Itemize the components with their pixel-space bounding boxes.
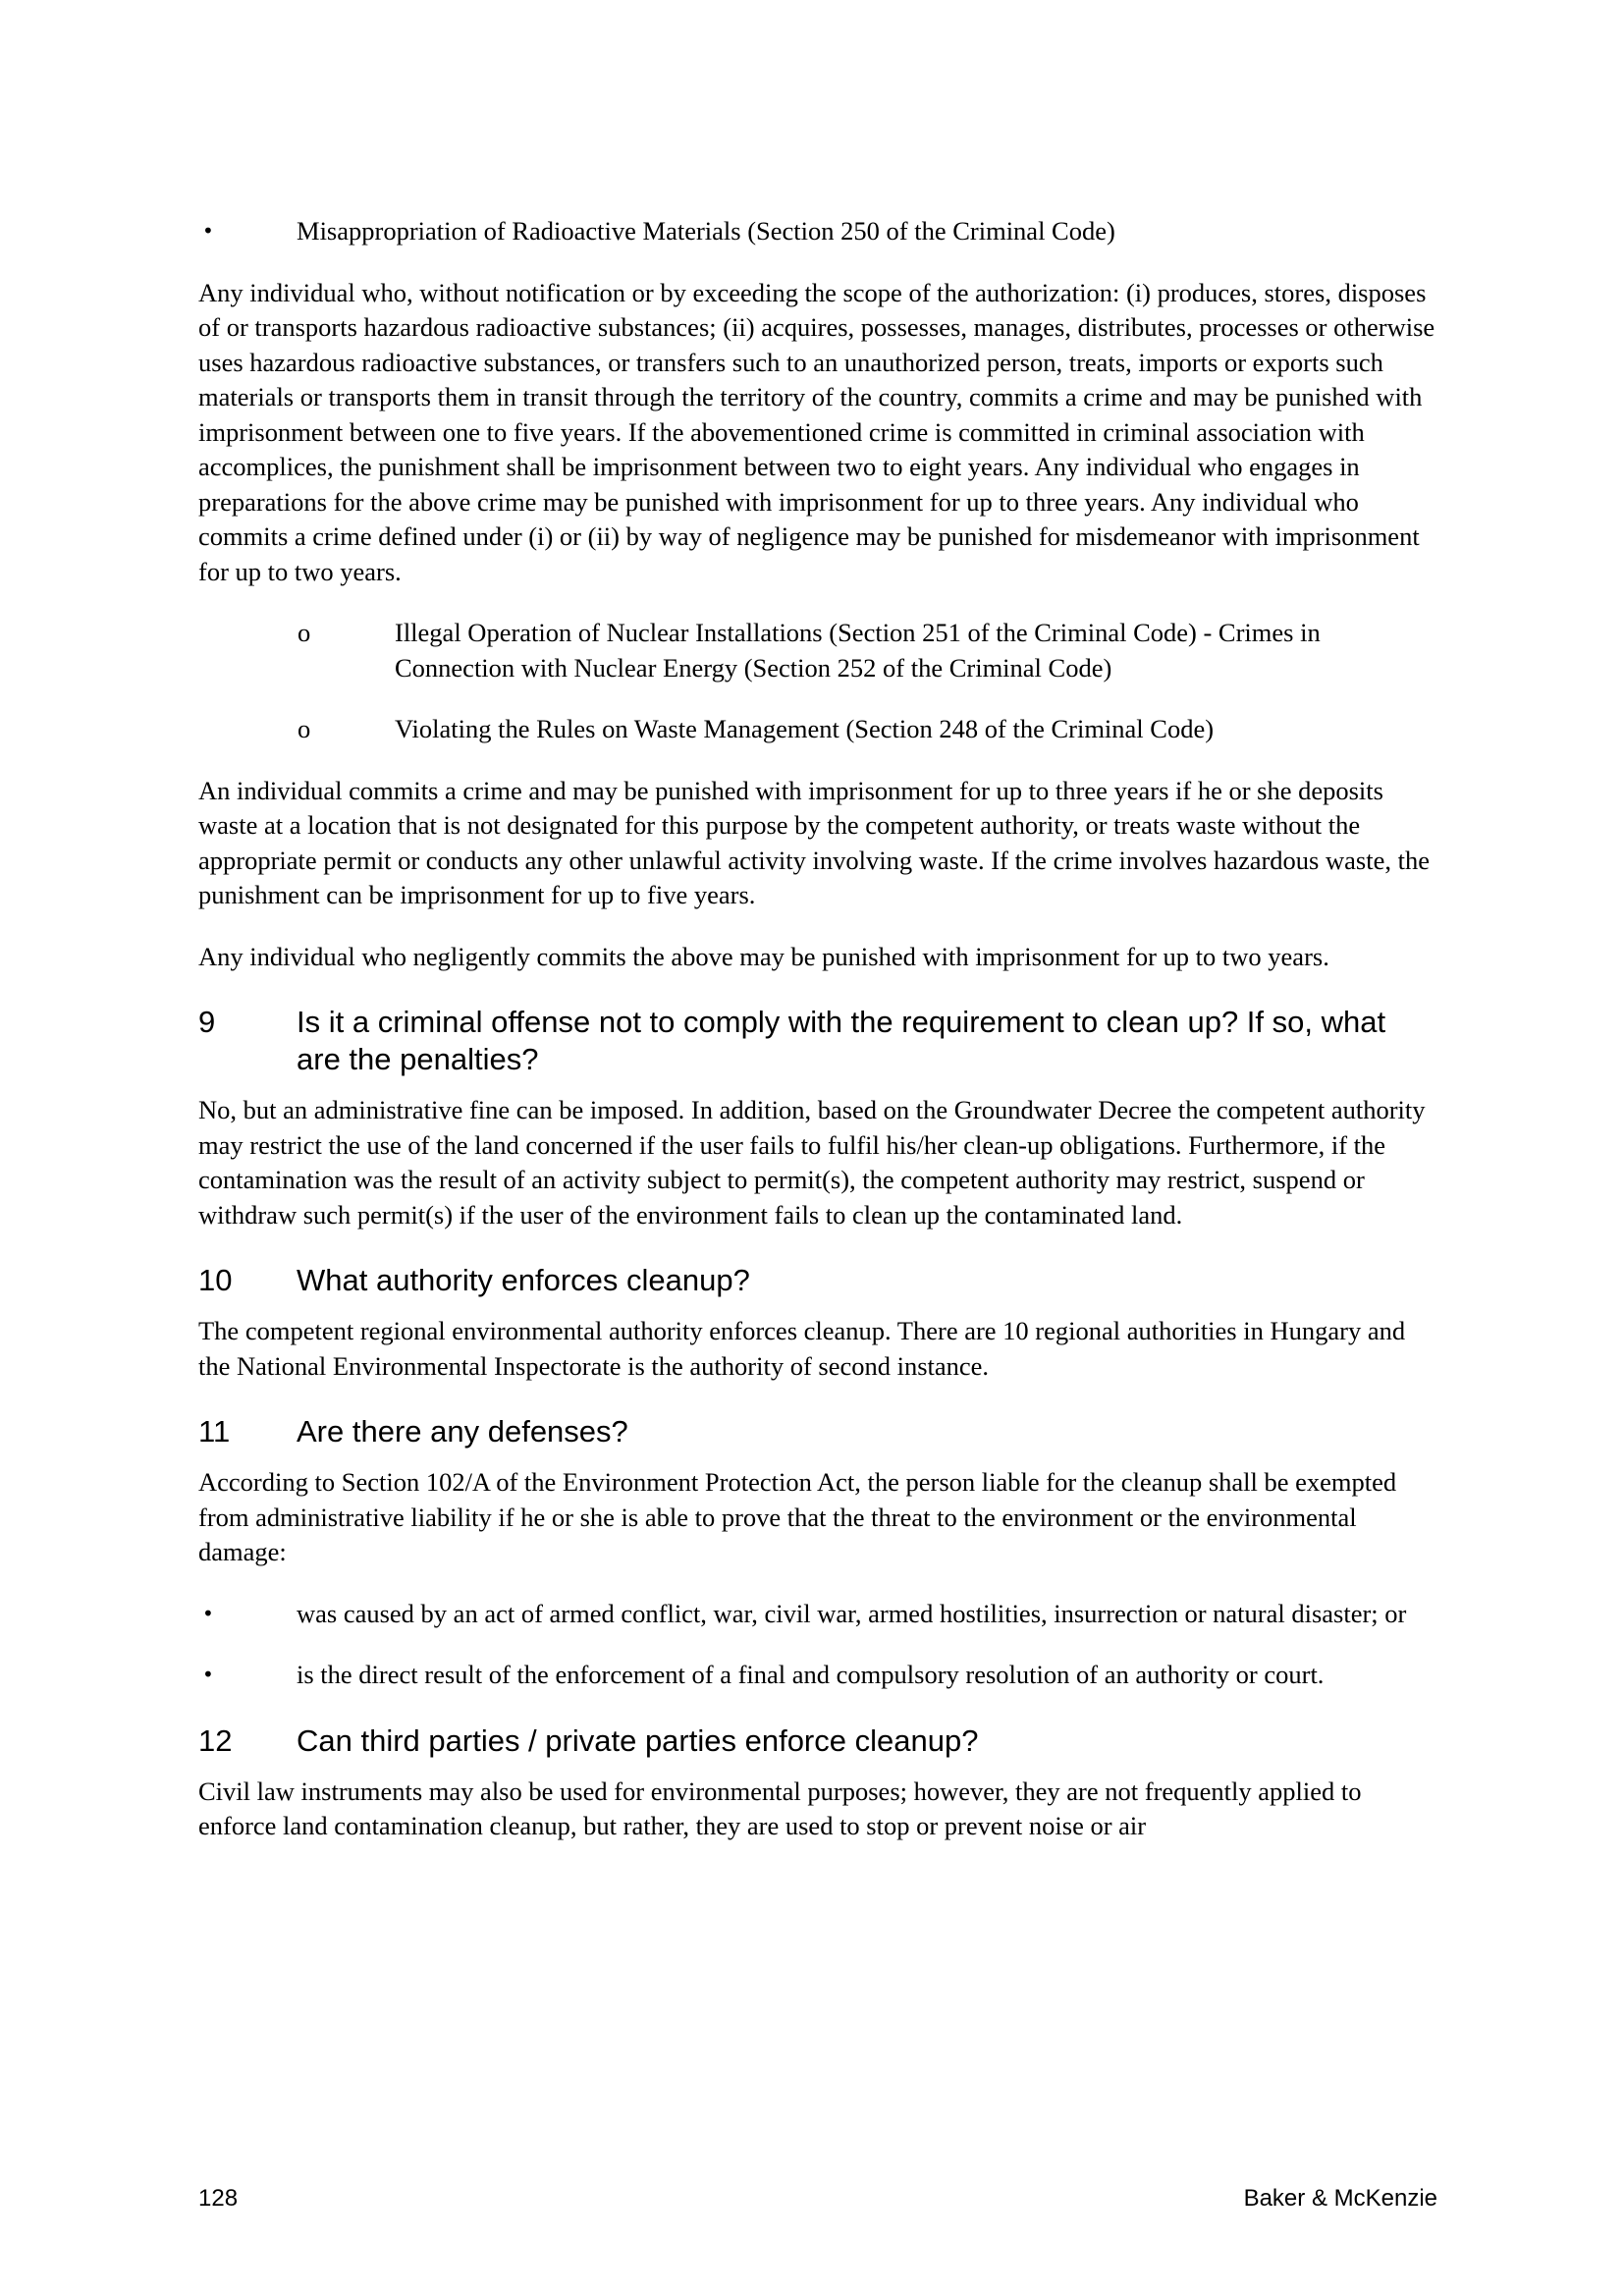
paragraph-waste-2: Any individual who negligently commits the above may be punished with imprisonment for up to two years. (198, 941, 1329, 971)
section-number: 9 (198, 1005, 216, 1039)
section-body-9: No, but an administrative fine can be imposed. In addition, based on the Groundwater Decree the competent authority may restrict the use of the land concerned if the user fails to fulfil his/her clean-up obligations. Furthermore, if the contamination was the result of an activity subject to permit(s), the competent authority may restrict, suspend or withdraw such permit(s) if the user of the environment fails to clean up the contaminated land. (198, 1095, 1426, 1230)
sub-bullet-item-waste (198, 712, 1437, 747)
sub-bullet-marker: o (298, 618, 311, 647)
section-heading-11 (198, 1413, 1437, 1450)
section-body-11: According to Section 102/A of the Environment Protection Act, the person liable for the cleanup shall be exempted from administrative liability if he or she is able to prove that the threat to the environment or the environmental damage: (198, 1467, 1397, 1566)
page-number: 128 (198, 2185, 239, 2212)
bullet-text: was caused by an act of armed conflict, war, civil war, armed hostilities, insurrection or natural disaster; or (297, 1598, 1407, 1628)
section-heading-text: Can third parties / private parties enforce cleanup? (297, 1722, 979, 1758)
paragraph-waste-1: An individual commits a crime and may be punished with imprisonment for up to three years if he or she deposits waste at a location that is not designated for this purpose by the competent authority, or treats waste without the appropriate permit or conducts any other unlawful activity involving waste. If the crime involves hazardous waste, the punishment can be imprisonment for up to five years. (198, 775, 1430, 909)
bullet-item-radioactive (198, 214, 1437, 249)
section-number: 10 (198, 1263, 233, 1297)
section-heading-text: Are there any defenses? (297, 1414, 628, 1449)
sub-bullet-text: Violating the Rules on Waste Management (Section 248 of the Criminal Code) (395, 714, 1215, 743)
section-number: 12 (198, 1722, 233, 1758)
bullet-text: is the direct result of the enforcement of a final and compulsory resolution of an authority or court. (297, 1660, 1325, 1689)
document-page (198, 214, 1437, 1844)
bullet-marker: • (202, 1663, 214, 1686)
footer-firm-name: Baker & McKenzie (1243, 2185, 1437, 2212)
bullet-item-defense-2 (198, 1658, 1437, 1693)
section-number: 11 (198, 1414, 231, 1449)
bullet-marker: • (202, 219, 214, 243)
bullet-text: Misappropriation of Radioactive Materials (Section 250 of the Criminal Code) (297, 216, 1115, 246)
section-heading-12 (198, 1722, 1437, 1760)
section-heading-text: What authority enforces cleanup? (297, 1263, 750, 1297)
paragraph-radioactive: Any individual who, without notification or by exceeding the scope of the authorization: (i) produces, stores, disposes of or transports hazardous radioactive substances; (ii) acquires, possesses, manages, distributes, processes or otherwise uses hazardous radioactive substances, or transfers such to an unauthorized person, treats, imports or exports such materials or transports them in transit through the territory of the country, commits a crime and may be punished with imprisonment between one to five years. If the abovementioned crime is committed in criminal association with accomplices, the punishment shall be imprisonment between two to eight years. Any individual who engages in preparations for the above crime may be punished with imprisonment for up to three years. Any individual who commits a crime defined under (i) or (ii) by way of negligence may be punished for misdemeanor with imprisonment for up to two years. (198, 277, 1435, 586)
section-heading-text: Is it a criminal offense not to comply with the requirement to clean up? If so, what are the penalties? (297, 1005, 1386, 1076)
section-heading-9 (198, 1004, 1437, 1078)
section-body-12: Civil law instruments may also be used for environmental purposes; however, they are not frequently applied to enforce land contamination cleanup, but rather, they are used to stop or prevent noise or air (198, 1776, 1362, 1840)
bullet-item-defense-1 (198, 1597, 1437, 1632)
sub-bullet-text: Illegal Operation of Nuclear Installations (Section 251 of the Criminal Code) - Crimes in Connection with Nuclear Energy (Section 252 of the Criminal Code) (395, 618, 1321, 683)
sub-bullet-item-nuclear (198, 616, 1437, 685)
section-body-10: The competent regional environmental authority enforces cleanup. There are 10 regional authorities in Hungary and the National Environmental Inspectorate is the authority of second instance. (198, 1316, 1406, 1381)
bullet-marker: • (202, 1601, 214, 1625)
sub-bullet-marker: o (298, 714, 311, 743)
section-heading-10 (198, 1262, 1437, 1299)
